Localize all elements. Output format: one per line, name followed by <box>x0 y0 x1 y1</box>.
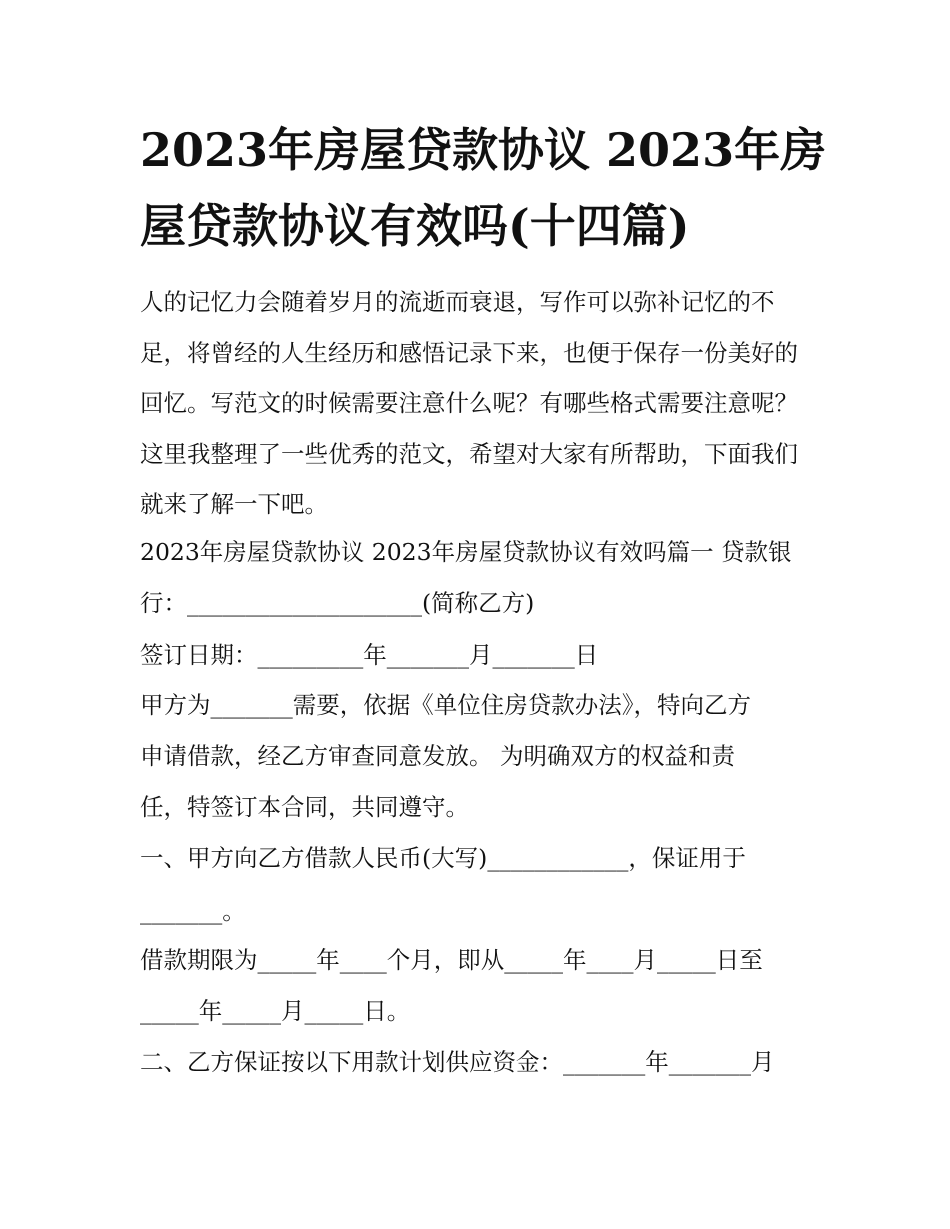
body-line-2: 行：____________________(简称乙方) <box>140 589 535 617</box>
body-line-10: _____年_____月_____日。 <box>140 997 411 1025</box>
body-line-1: 2023年房屋贷款协议 2023年房屋贷款协议有效吗篇一 贷款银 <box>140 538 792 566</box>
body-line-5: 申请借款，经乙方审查同意发放。 为明确双方的权益和责 <box>140 742 735 770</box>
intro-paragraph: 人的记忆力会随着岁月的流逝而衰退，写作可以弥补记忆的不足，将曾经的人生经历和感悟记录下来，也便于保存一份美好的回忆。写范文的时候需要注意什么呢？有哪些格式需要注意呢？这里我整理了一些优秀的范文，希望对大家有所帮助，下面我们就来了解一下吧。 <box>140 288 798 518</box>
body-line-4: 甲方为_______需要，依据《单位住房贷款办法》，特向乙方 <box>140 691 751 719</box>
body-line-11: 二、乙方保证按以下用款计划供应资金：_______年_______月 <box>140 1048 775 1076</box>
body-line-9: 借款期限为_____年____个月，即从_____年____月_____日至 <box>140 946 763 974</box>
body-line-7: 一、甲方向乙方借款人民币(大写)____________，保证用于 <box>140 844 746 872</box>
body-line-8: _______。 <box>140 897 246 925</box>
body-line-3: 签订日期：_________年_______月_______日 <box>140 641 599 669</box>
document-title: 2023年房屋贷款协议 2023年房屋贷款协议有效吗(十四篇) <box>140 123 827 253</box>
body-line-6: 任，特签订本合同，共同遵守。 <box>140 793 469 821</box>
